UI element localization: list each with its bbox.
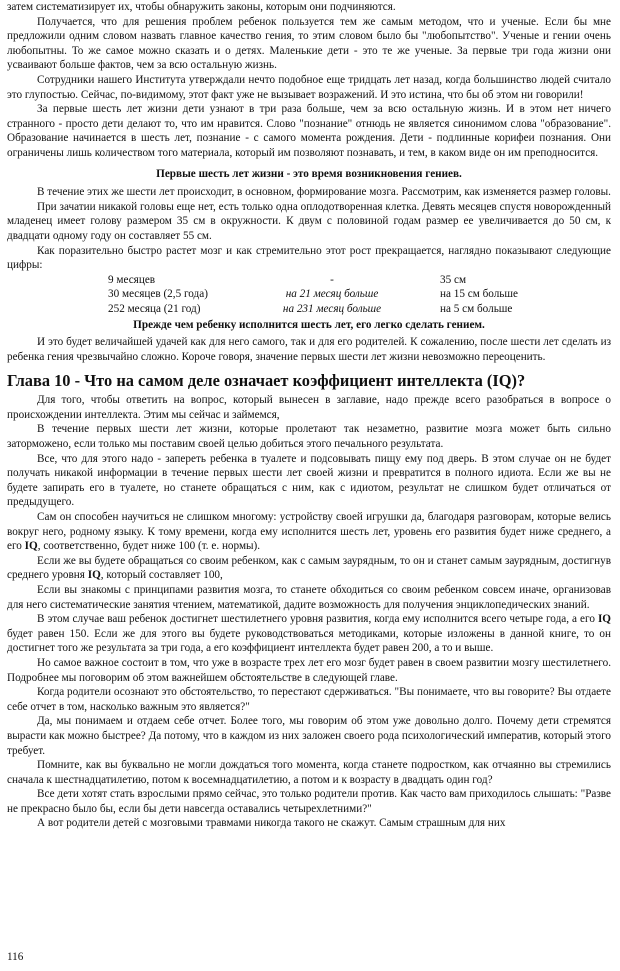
page-number: 116 [7, 951, 24, 963]
paragraph: Помните, как вы буквально не могли дождаться того момента, когда станете подростком, как отчаянно вы стремились сначала к шестнадцатилетию, потом к восемнадцатилетию, а потом и к возрасту в двадцать один год? [7, 759, 611, 786]
iq-term: IQ [597, 613, 611, 626]
table-row [108, 287, 518, 302]
head-growth-table [108, 273, 518, 317]
table-cell-size: на 5 см больше [440, 302, 513, 315]
paragraph: Получается, что для решения проблем ребенок пользуется тем же самым методом, что и ученые. Если бы мне предложили одним словом назвать главное качество гения, то этим словом было бы "любопытство". Ученые и гении очень любопытны. То же самое можно сказать и о детях. Маленькие дети - это те же ученые. За первые три года жизни они усваивают больше фактов, чем за всю остальную жизнь. [7, 15, 611, 72]
paragraph: Для того, чтобы ответить на вопрос, который вынесен в заглавие, надо прежде всего разобраться в вопросе о происхождении интеллекта. Этим мы сейчас и займемся, [7, 394, 611, 421]
table-row [108, 273, 518, 288]
paragraph [7, 612, 611, 656]
table-row [108, 302, 518, 317]
paragraph: Если вы знакомы с принципами развития мозга, то станете обходиться со своим ребенком совсем иначе, организовав для него систематические занятия чтением, математикой, дадите возможность для получения энциклопедических знаний. [7, 583, 611, 611]
paragraph: За первые шесть лет жизни дети узнают в три раза больше, чем за всю остальную жизнь. И в этом нет ничего странного - просто дети делают то, что им нравится. Слово "познание" отнюдь не является синонимом слова "образование". Образование начинается в шесть лет, познание - с самого момента рождения. Дети - подлинные корифеи познания. Они ограничены лишь количеством того материала, который им позволяют познавать, и тем, в каком виде он им преподносится. [7, 103, 611, 159]
paragraph-text: , который составляет 100, [100, 569, 223, 582]
paragraph: Когда родители осознают это обстоятельство, то перестают сдерживаться. "Вы понимаете, что вы говорите? Вы отдаете себе отчет в том, насколько важным это является?" [7, 686, 611, 713]
paragraph: В течение этих же шести лет происходит, в основном, формирование мозга. Рассмотрим, как изменяется размер головы. [37, 186, 611, 199]
paragraph: Да, мы понимаем и отдаем себе отчет. Более того, мы говорим об этом уже довольно долго. Почему дети стремятся вырасти как можно быстрее? Да потому, что в каждом из них заложен своего рода психологический императив, который этого требует. [7, 715, 611, 757]
subheading: Первые шесть лет жизни - это время возникновения гениев. [156, 167, 462, 180]
table-cell-age: 9 месяцев [108, 273, 156, 286]
page-text [7, 0, 611, 831]
paragraph-text: будет равен 150. Если же для этого вы будете руководствоваться методиками, которые изложены в данной книге, то он достигнет того же результата за три года, а его коэффициент интеллекта будет равен 200, а то и выше. [7, 627, 611, 655]
paragraph: Но самое важное состоит в том, что уже в возрасте трех лет его мозг будет равен в своем развитии мозгу шестилетнего. Подробнее мы поговорим об этом важнейшем обстоятельстве в следующей главе. [7, 656, 611, 684]
table-cell-age: 30 месяцев (2,5 года) [108, 288, 208, 301]
chapter-title: Глава 10 - Что на самом деле означает коэффициент интеллекта (IQ)? [7, 371, 526, 391]
paragraph: В течение первых шести лет жизни, которые пролетают так незаметно, развитие мозга может быть сильно заторможено, если только мы поставим своей целью добиться этого печального результата. [7, 423, 611, 451]
subheading: Прежде чем ребенку исполнится шесть лет, его легко сделать гением. [133, 319, 485, 332]
table-cell-note: - [330, 273, 334, 286]
paragraph-text: Сам он способен научиться не слишком многому: устройству своей игрушки да, благодаря разговорам, которые велись вокруг него, родному языку. К тому времени, когда ему исполнится шесть лет, уровень его развития будет ниже среднего, а его [7, 511, 611, 553]
paragraph: При зачатии никакой головы еще нет, есть только одна оплодотворенная клетка. Девять месяцев спустя новорожденный младенец имеет голову размером 35 см в окружности. К двум с половиной годам размер ее увеличивается до 50 см, к двадцати одному году он составляет 55 см. [7, 200, 611, 242]
table-cell-note: на 21 месяц больше [285, 288, 379, 301]
table-cell-age: 252 месяца (21 год) [108, 302, 201, 315]
paragraph-text: Если же вы будете обращаться со своим ребенком, как с самым заурядным, то он и станет самым заурядным, достигнув среднего уровня [7, 554, 611, 582]
table-cell-size: на 15 см больше [440, 288, 518, 301]
paragraph [7, 554, 611, 583]
paragraph: затем систематизирует их, чтобы обнаружить законы, которым они подчиняются. [7, 1, 396, 13]
paragraph: Все, что для этого надо - запереть ребенка в туалете и подсовывать пищу ему под дверь. В этом случае он не будет получать никакой информации в течение первых шести лет своей жизни и превратится в полного идиота. Если же вы не будете запирать его в туалете, но станете обращаться с ним, как с идиотом, результат не слишком будет отличаться от предыдущего. [7, 452, 611, 509]
paragraph: Все дети хотят стать взрослыми прямо сейчас, это только родители против. Как часто вам приходилось слышать: "Разве не прекрасно было бы, если бы дети навсегда оставались четырехлетними?" [7, 788, 611, 815]
paragraph-text: , соответственно, будет ниже 100 (т. е. нормы). [37, 540, 261, 553]
paragraph: Как поразительно быстро растет мозг и как стремительно этот рост прекращается, наглядно показывают следующие цифры: [7, 244, 611, 272]
paragraph-text: В этом случае ваш ребенок достигнет шестилетнего уровня развития, когда ему исполнится всего четыре года, а его [37, 613, 598, 626]
paragraph: И это будет величайшей удачей как для него самого, так и для его родителей. К сожалению, после шести лет сделать из ребенка гения чрезвычайно сложно. Короче говоря, значение первых шести лет жизни невозможно переоценить. [7, 336, 611, 363]
paragraph [7, 510, 611, 554]
iq-term: IQ [87, 569, 101, 582]
iq-term: IQ [24, 540, 38, 553]
table-cell-note: на 231 месяц больше [282, 302, 382, 315]
paragraph: Сотрудники нашего Института утверждали нечто подобное еще тридцать лет назад, когда большинство людей считало это глупостью. Сейчас, по-видимому, этот факт уже не вызывает возражений. И это истина, что бы об этом ни говорили! [7, 73, 611, 101]
table-cell-size: 35 см [440, 273, 467, 286]
paragraph: А вот родители детей с мозговыми травмами никогда такого не скажут. Самым страшным для них [37, 817, 506, 830]
